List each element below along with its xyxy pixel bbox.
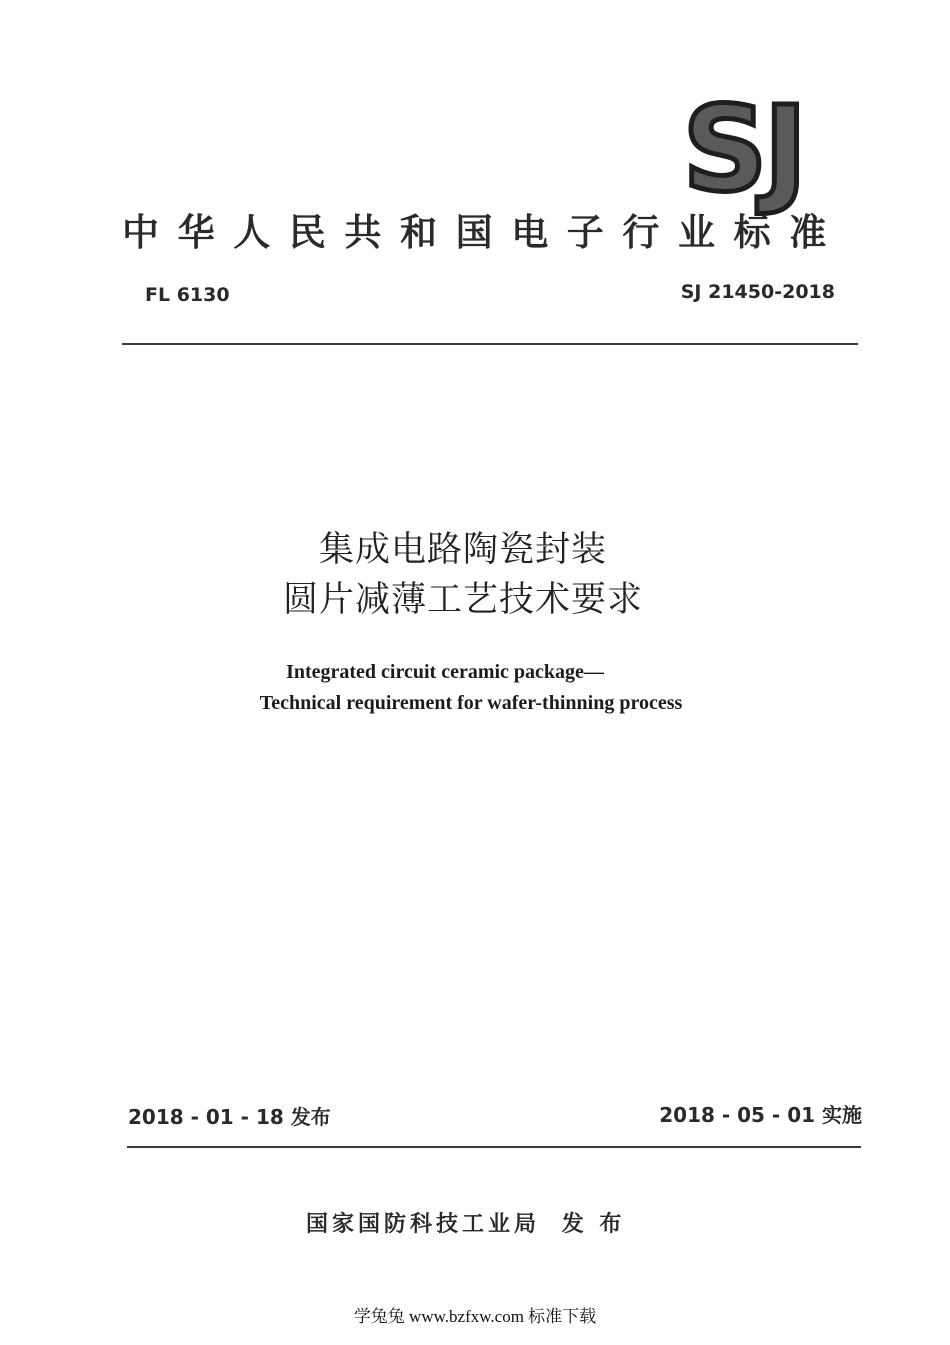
standard-type-heading: 中华人民共和国电子行业标准 [122,211,845,254]
standard-number: SJ 21450-2018 [680,281,835,303]
classification-code: FL 6130 [145,284,230,306]
chinese-title-line-2: 圆片减薄工艺技术要求 [282,580,643,620]
publisher-line [306,1207,625,1238]
publisher-action: 发 布 [561,1212,626,1237]
footer-divider [127,1146,861,1148]
english-title-line-2: Technical requirement for wafer-thinning process [259,692,683,714]
english-title-line-1: Integrated circuit ceramic package— [286,661,604,683]
watermark-footer: 学兔兔 www.bzfxw.com 标准下载 [353,1307,597,1326]
issue-date: 2018 - 01 - 18 发布 [128,1105,331,1129]
header-divider [122,343,858,345]
implementation-date: 2018 - 05 - 01 实施 [659,1103,862,1127]
publisher-name: 国家国防科技工业局 [306,1212,541,1237]
chinese-title-line-1: 集成电路陶瓷封装 [318,530,607,570]
sj-logo: SJ [682,80,804,218]
